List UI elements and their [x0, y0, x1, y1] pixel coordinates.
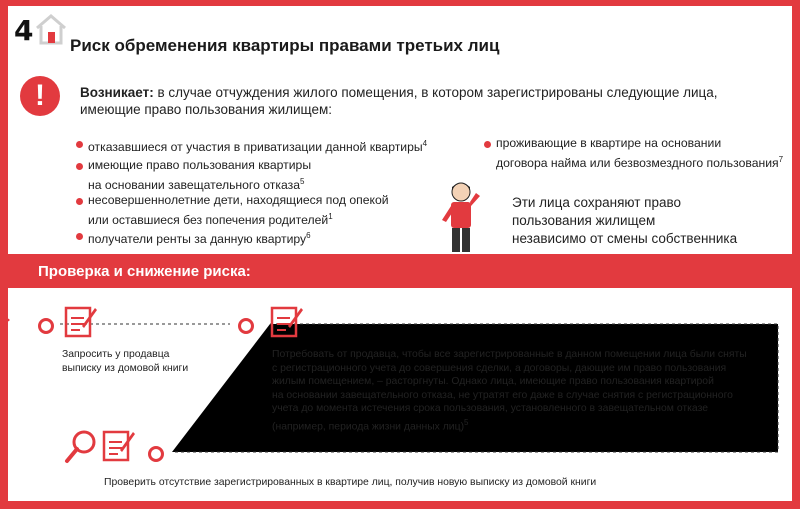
house-icon: [34, 12, 68, 46]
worried-man-icon: [436, 180, 486, 254]
step-2-text: Потребовать от продавца, чтобы все зарегистрированные в данном помещении лица были сняты с регистрационного учета до совершения сделки, а договоры, дающие им право пользования жилым помещением, – расторгнуты. Однако лица, имеющие право пользования квартирой на основании завещательного отказа, не утратят его даже в случае снятия с регистрационного учета до момента истечения срока пользования, установленного в завещательном отказе (например, периода жизни данных лиц)$^5$: [272, 349, 747, 432]
list-item: проживающие в квартире на основании договора найма или безвозмездного пользования$^7$: [496, 136, 784, 170]
exclamation-icon: !: [20, 76, 60, 116]
timeline-node: [238, 318, 254, 334]
intro-text: [80, 84, 760, 118]
bullet-dot: [76, 198, 83, 205]
bullet-dot: [76, 141, 83, 148]
list-item: несовершеннолетние дети, находящиеся под опекой или оставшиеся без попечения родителей$^1$: [88, 193, 389, 227]
document-pen-icon: [102, 426, 136, 462]
bullet-dot: [76, 233, 83, 240]
intro-lead: Возникает:: [80, 85, 154, 100]
document-pen-icon: [64, 302, 98, 338]
note-text: Эти лица сохраняют право пользования жилищем независимо от смены собственника: [512, 195, 738, 246]
list-item: отказавшиеся от участия в приватизации данной квартиры$^4$: [88, 139, 428, 155]
intro-body: в случае отчуждения жилого помещения, в котором зарегистрированы следующие лица, имеющие право пользования жилищем:: [80, 85, 718, 117]
timeline-node: [148, 446, 164, 462]
section-number: 4: [14, 14, 34, 47]
list-item: получатели ренты за данную квартиру$^6$: [88, 231, 311, 247]
section-title: Проверка и снижение риска:: [38, 263, 251, 280]
document-pen-icon: [270, 302, 304, 338]
timeline-node: [38, 318, 54, 334]
step-1-text: Запросить у продавца выписку из домовой книги: [62, 349, 189, 374]
bullet-dot: [76, 163, 83, 170]
magnifier-icon: [64, 428, 98, 468]
page-title: Риск обременения квартиры правами третьих лиц: [70, 36, 500, 55]
list-item: имеющие право пользования квартиры на основании завещательного отказа$^5$: [88, 158, 312, 192]
step-3-text: Проверить отсутствие зарегистрированных в квартире лиц, получив новую выписку из домовой книги: [104, 477, 597, 488]
bullet-dot: [484, 141, 491, 148]
